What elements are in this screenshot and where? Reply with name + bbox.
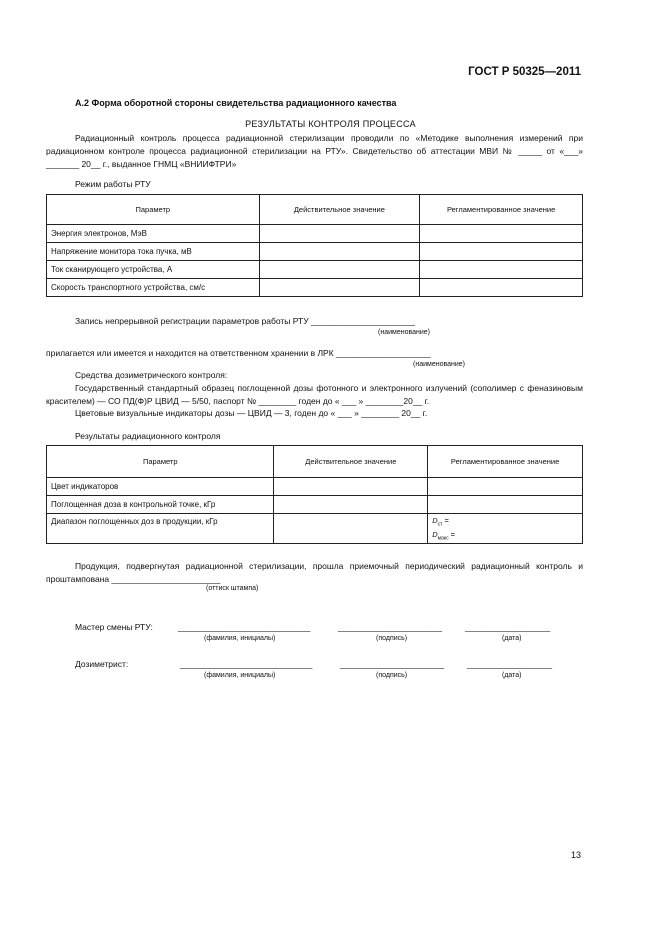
shift-master-label: Мастер смены РТУ: xyxy=(75,622,153,632)
column-header: Параметр xyxy=(47,446,274,478)
name-hint: (фамилия, инициалы) xyxy=(204,672,276,679)
dosimetry-indicators: Цветовые визуальные индикаторы дозы — ЦВИД — 3, годен до « ___ » ________ 20__ г. xyxy=(75,408,428,418)
record-line: Запись непрерывной регистрации параметров работы РТУ ______________________ xyxy=(75,316,416,326)
regulated-value-cell xyxy=(420,279,583,297)
dosimetry-label: Средства дозиметрического контроля: xyxy=(75,370,228,380)
regulated-value-cell xyxy=(420,261,583,279)
table-header-row xyxy=(47,195,583,225)
column-header: Действительное значение xyxy=(274,446,428,478)
record-hint: (наименование) xyxy=(378,329,430,336)
param-cell: Поглощенная доза в контрольной точке, кГр xyxy=(47,496,274,514)
actual-value-cell xyxy=(259,225,420,243)
actual-value-cell xyxy=(259,261,420,279)
regulated-value-cell xyxy=(428,496,583,514)
date-hint: (дата) xyxy=(502,672,522,679)
table-row xyxy=(47,514,583,544)
page-number: 13 xyxy=(570,850,581,860)
param-cell: Диапазон поглощенных доз в продукции, кГр xyxy=(47,514,274,544)
actual-value-cell xyxy=(259,243,420,261)
mode-table xyxy=(46,194,583,297)
storage-hint: (наименование) xyxy=(413,361,465,368)
section-title: А.2 Форма оборотной стороны свидетельства радиационного качества xyxy=(75,98,397,108)
d-max-label: $D_{макс}$ = xyxy=(432,529,456,541)
sign-hint: (подпись) xyxy=(376,672,408,679)
regulated-value-cell xyxy=(420,243,583,261)
dosimetry-standard: Государственный стандартный образец поглощенной дозы фотонного и электронного излучений (сополимер с феназиновым красителем) — СО ПД(Ф)Р ЦВИД — 5/50, паспорт № ________ годен до « ___ » ________20__ г. xyxy=(46,383,583,406)
column-header: Параметр xyxy=(47,195,260,225)
dosimetrist-name-line: ____________________________ xyxy=(180,659,313,669)
document-id: ГОСТ Р 50325—2011 xyxy=(468,66,581,78)
date-hint: (дата) xyxy=(502,635,522,642)
stamp-hint: (оттиск штампа) xyxy=(206,585,259,592)
sign-hint: (подпись) xyxy=(376,635,408,642)
form-title: РЕЗУЛЬТАТЫ КОНТРОЛЯ ПРОЦЕССА xyxy=(245,119,416,129)
conclusion-paragraph: Продукция, подвергнутая радиационной стерилизации, прошла приемочный периодический радиационный контроль и проштампована _______________________ xyxy=(46,561,583,584)
results-label: Результаты радиационного контроля xyxy=(75,431,221,441)
name-hint: (фамилия, инициалы) xyxy=(204,635,276,642)
shift-master-name-line: ____________________________ xyxy=(178,622,311,632)
column-header: Регламентированное значение xyxy=(420,195,583,225)
table-header-row xyxy=(47,446,583,478)
dosimetrist-label: Дозиметрист: xyxy=(75,659,129,669)
actual-value-cell xyxy=(274,514,428,544)
dosimetrist-date-line: __________________ xyxy=(467,659,553,669)
column-header: Регламентированное значение xyxy=(428,446,583,478)
table-row xyxy=(47,225,583,243)
dose-range-cell xyxy=(428,514,583,544)
regulated-value-cell xyxy=(428,478,583,496)
table-row xyxy=(47,279,583,297)
storage-line: прилагается или имеется и находится на ответственном хранении в ЛРК ____________________ xyxy=(46,348,431,358)
dosimetrist-sign-line: ______________________ xyxy=(340,659,445,669)
param-cell: Цвет индикаторов xyxy=(47,478,274,496)
regulated-value-cell xyxy=(420,225,583,243)
param-cell: Напряжение монитора тока пучка, мВ xyxy=(47,243,260,261)
shift-master-sign-line: ______________________ xyxy=(338,622,443,632)
table-row xyxy=(47,478,583,496)
column-header: Действительное значение xyxy=(259,195,420,225)
results-table xyxy=(46,445,583,544)
mode-label: Режим работы РТУ xyxy=(75,179,151,189)
param-cell: Энергия электронов, МэВ xyxy=(47,225,260,243)
table-row xyxy=(47,243,583,261)
table-row xyxy=(47,496,583,514)
d-st-label: $D_{ст}$ = xyxy=(432,516,449,528)
param-cell: Скорость транспортного устройства, см/с xyxy=(47,279,260,297)
shift-master-date-line: __________________ xyxy=(465,622,551,632)
param-cell: Ток сканирующего устройства, А xyxy=(47,261,260,279)
intro-paragraph: Радиационный контроль процесса радиационной стерилизации проводили по «Методике выполнения измерений при радиационном контроле процесса радиационной стерилизации на РТУ». Свидетельство об аттестации МВИ № _____ от «___» _______ 20__ г., выданное ГНМЦ «ВНИИФТРИ» xyxy=(46,133,583,169)
actual-value-cell xyxy=(259,279,420,297)
actual-value-cell xyxy=(274,496,428,514)
table-row xyxy=(47,261,583,279)
actual-value-cell xyxy=(274,478,428,496)
